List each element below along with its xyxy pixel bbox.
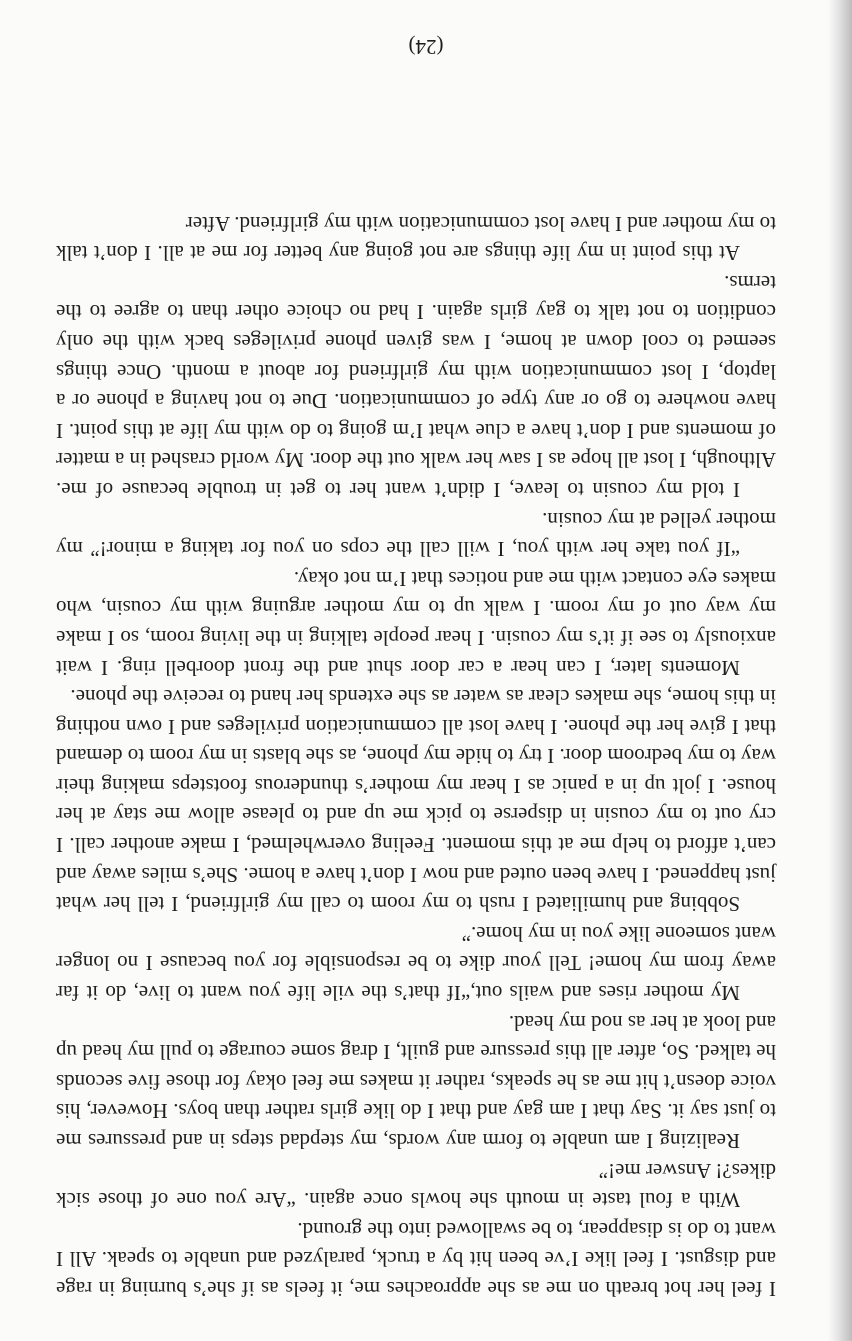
paragraph: Realizing I am unable to form any words, my stepdad steps in and pressures me to just say it. Say that I am gay and that I do like girls rather than boys. However, his voice doesn’t hit me as he speaks, rather it makes me feel okay for those five seconds he talked. So, after all this pressure and guilt, I drag some courage to pull my head up and look at her as nod my head.	[56, 1010, 776, 1154]
paragraph: Moments later, I can hear a car door shut and the front doorbell ring. I wait anxiously to see if it’s my cousin. I hear people talking in the living room, so I make my way out of my room. I walk up to my mother arguing with my cousin, who makes eye contact with me and notices that I’m not okay.	[56, 566, 776, 680]
paragraph: At this point in my life things are not going any better for me at all. I don’t talk to my mother and I have lost communication with my girlfriend. After	[56, 211, 776, 266]
paragraph: With a foul taste in mouth she howls once again. “Are you one of those sick dikes?! Answer me!”	[56, 1158, 776, 1213]
paragraph: “If you take her with you, I will call the cops on you for taking a minor!” my mother yelled at my cousin.	[56, 507, 776, 562]
paragraph: My mother rises and wails out,“If that’s the vile life you want to live, do it far away from my home! Tell your dike to be responsible for you because I no longer want someone like you in my home.”	[56, 921, 776, 1006]
page-number: (24)	[408, 35, 444, 59]
paragraph: I told my cousin to leave, I didn’t want her to get in trouble because of me. Although, I lost all hope as I saw her walk out the door. My world crashed in a matter of moments and I don’t have a clue what I’m going to do with my life at this point. I have nowhere to go or any type of communication. Due to not having a phone or a laptop, I lost communication with my girlfriend for about a month. Once things seemed to cool down at home, I was given phone privileges back with the only condition to not talk to gay girls again. I had no choice other than to agree to the terms.	[56, 270, 776, 502]
paragraph: Sobbing and humiliated I rush to my room to call my girlfriend, I tell her what just happened. I have been outed and now I don’t have a home. She’s miles away and can’t afford to help me at this moment. Feeling overwhelmed, I make another call. I cry out to my cousin in disperse to pick me up and to please allow me stay at her house. I jolt up in a panic as I hear my mother’s thunderous footsteps making their way to my bedroom door. I try to hide my phone, as she blasts in my room to demand that I give her the phone. I have lost all communication privileges and I own nothing in this home, she makes clear as water as she extends her hand to receive the phone.	[56, 685, 776, 917]
paragraph: I feel her hot breath on me as she approaches me, it feels as if she’s burning in rage and disgust. I feel like I’ve been hit by a truck, paralyzed and unable to speak. All I want to do is disappear, to be swallowed into the ground.	[56, 1217, 776, 1301]
book-gutter-shadow	[828, 0, 852, 1341]
body-text	[56, 208, 776, 1303]
